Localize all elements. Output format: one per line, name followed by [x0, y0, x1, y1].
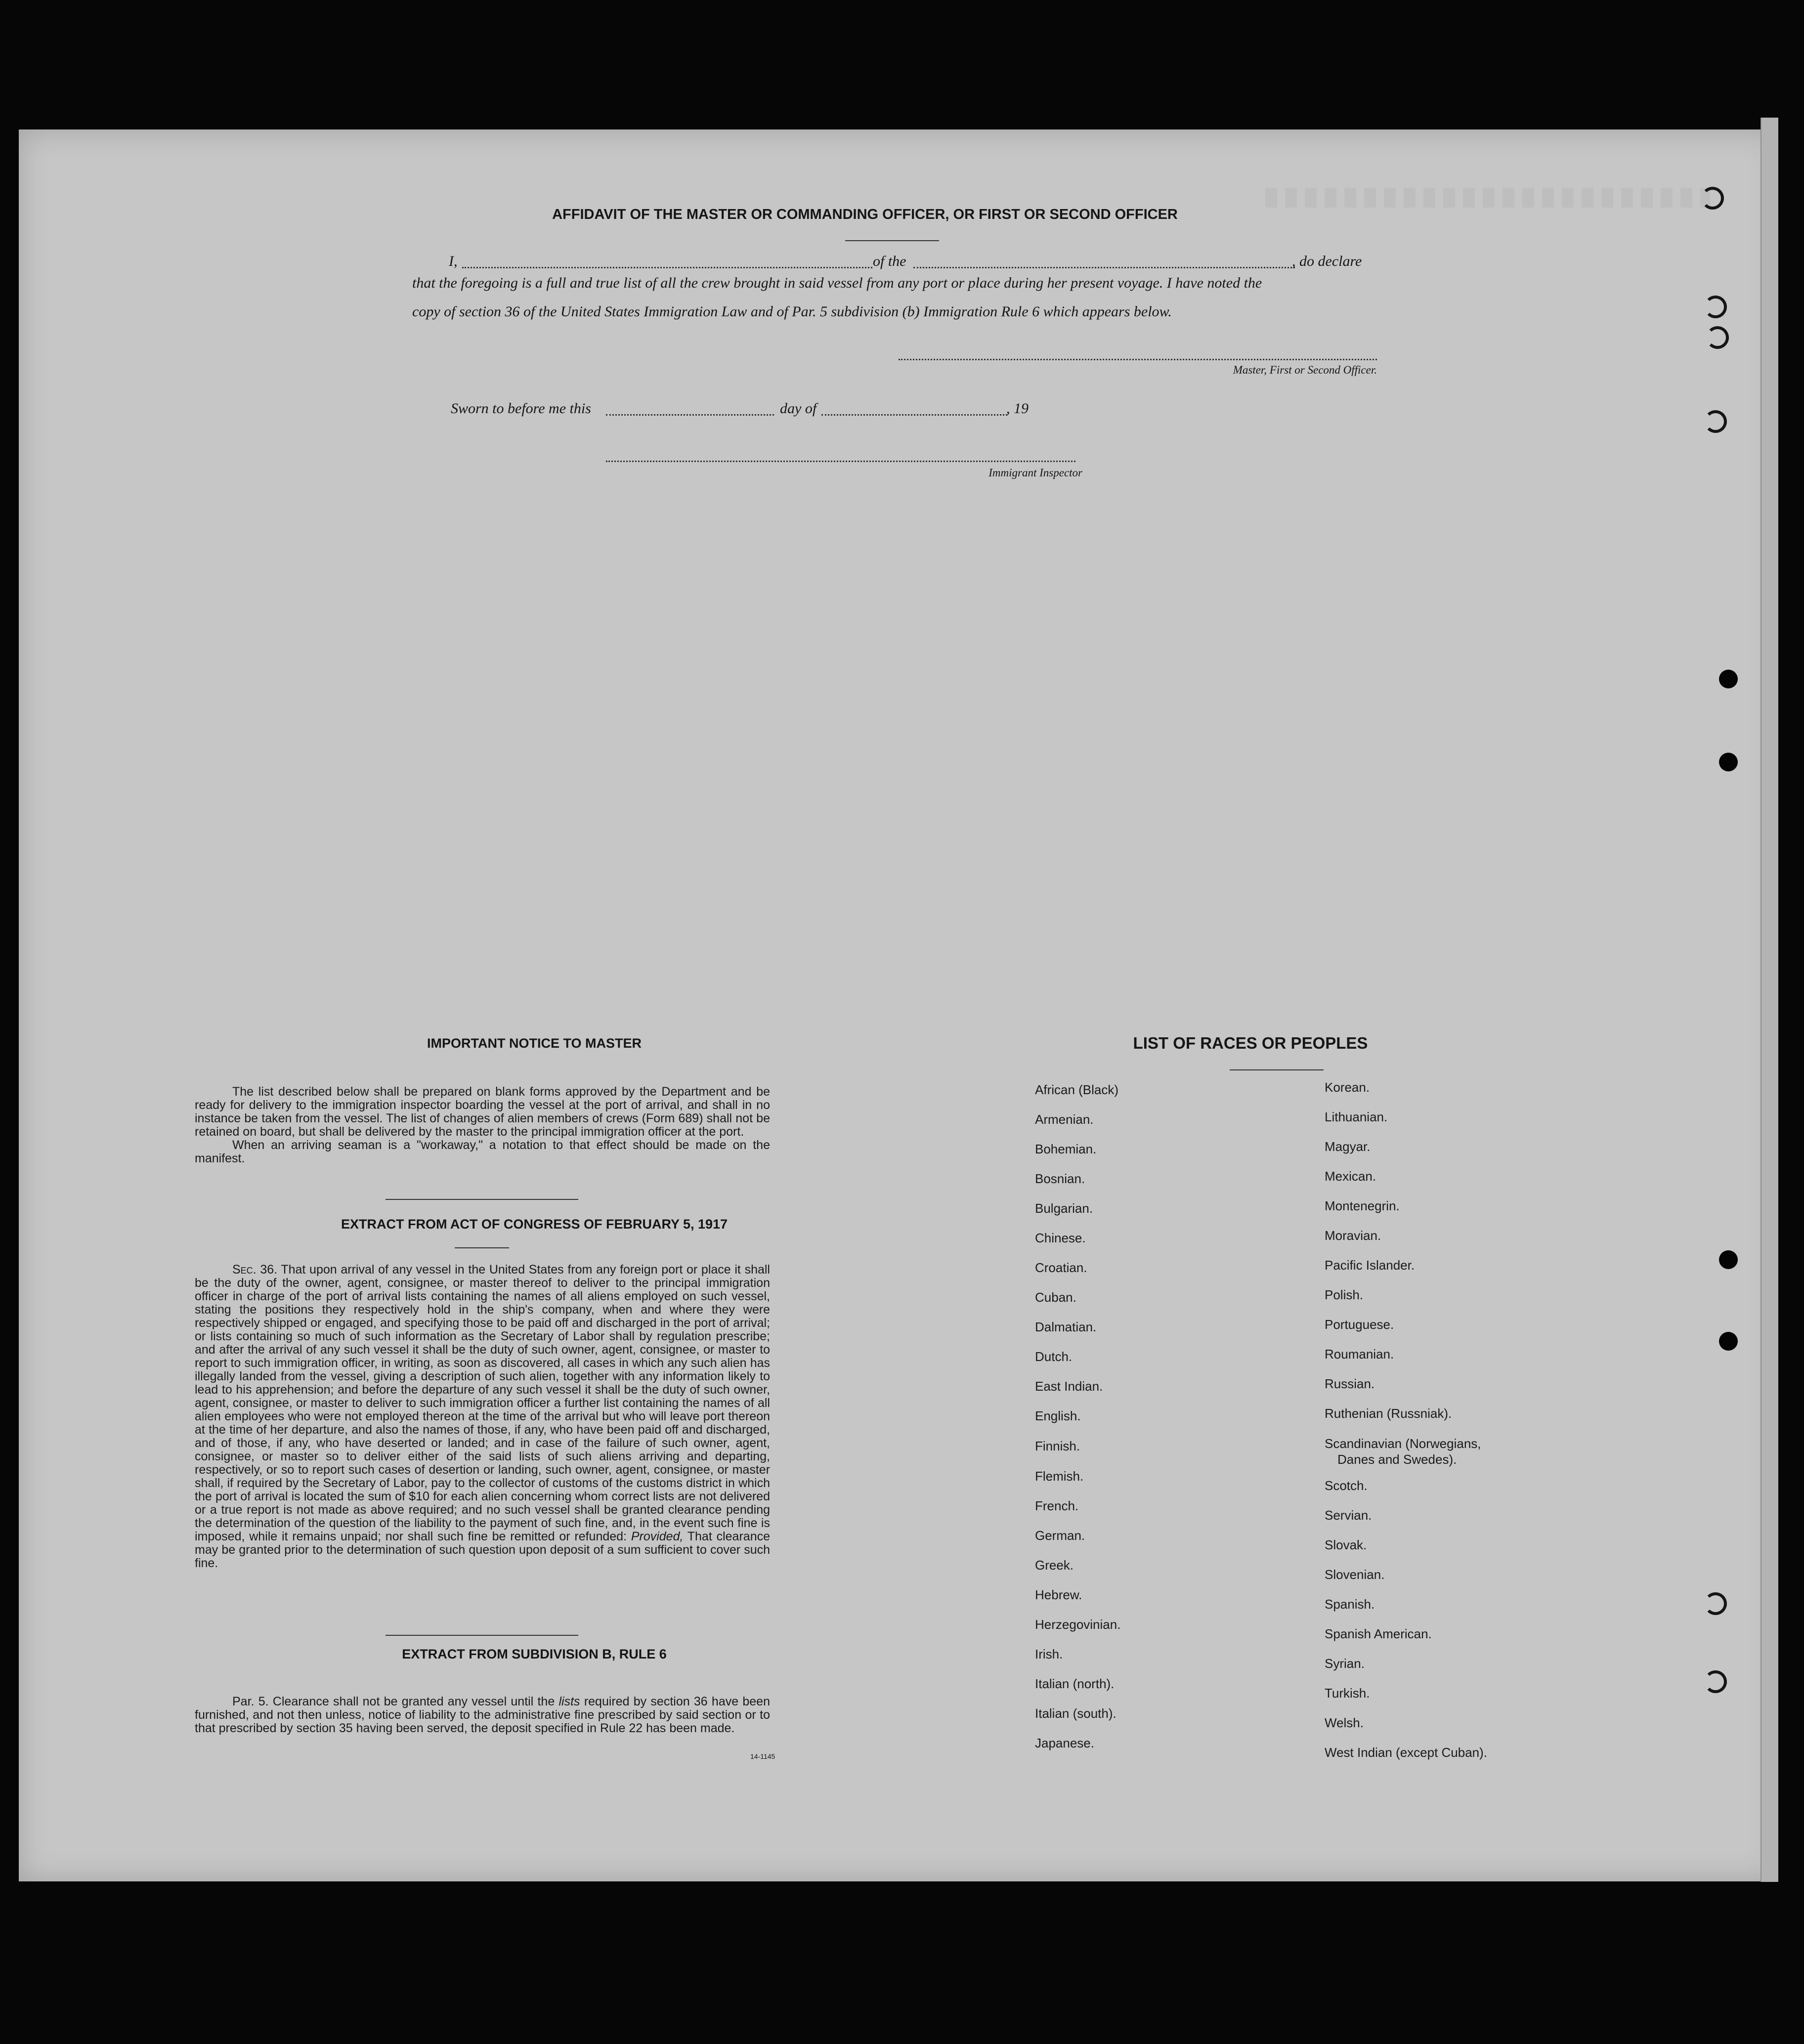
day-of: day of	[780, 400, 817, 417]
races-title: LIST OF RACES OR PEOPLES	[1133, 1034, 1368, 1052]
notice-body	[195, 1085, 770, 1165]
race-item: Herzegovinian.	[1035, 1617, 1121, 1632]
affidavit-body-line2: copy of section 36 of the United States Immigration Law and of Par. 5 subdivision (b) Immigration Rule 6 which appears below.	[412, 303, 1172, 320]
punch-hole	[1701, 187, 1724, 210]
rule-text-start: Par. 5. Clearance shall not be granted any vessel until the	[232, 1695, 555, 1708]
races-column-2	[1325, 1072, 1487, 1767]
lists-word: lists	[558, 1695, 580, 1708]
document-page	[19, 129, 1778, 1881]
rule-body	[195, 1695, 770, 1735]
race-item: Armenian.	[1035, 1112, 1094, 1127]
race-item: Flemish.	[1035, 1469, 1084, 1484]
race-item: Hebrew.	[1035, 1587, 1082, 1602]
race-item: Polish.	[1325, 1287, 1364, 1302]
affidavit-body-line1: that the foregoing is a full and true list of all the crew brought in said vessel from any port or place during her present voyage. I have noted the	[412, 275, 1262, 291]
race-item: Servian.	[1325, 1508, 1372, 1523]
act-tail: That clearance may be granted prior to the determination of such question upon deposit of a sum sufficient to cover such fine.	[195, 1530, 770, 1570]
act-body	[195, 1263, 770, 1570]
page-edge	[1761, 118, 1778, 1882]
race-item: Italian (south).	[1035, 1706, 1117, 1721]
race-item: German.	[1035, 1528, 1085, 1543]
race-item: Welsh.	[1325, 1715, 1364, 1730]
punch-hole	[1704, 410, 1727, 433]
race-item: Bohemian.	[1035, 1142, 1097, 1156]
race-item: Irish.	[1035, 1647, 1063, 1661]
title-rule	[845, 240, 939, 241]
race-item: Moravian.	[1325, 1228, 1381, 1243]
race-item: Russian.	[1325, 1376, 1375, 1391]
year-label: , 19	[1006, 400, 1029, 417]
sworn-month-blank	[821, 414, 1007, 416]
race-item: Italian (north).	[1035, 1676, 1115, 1691]
race-item: Greek.	[1035, 1558, 1074, 1573]
race-item: Dalmatian.	[1035, 1320, 1097, 1334]
race-item: Mexican.	[1325, 1169, 1376, 1184]
race-item: English.	[1035, 1408, 1081, 1423]
master-caption: Master, First or Second Officer.	[1233, 364, 1377, 376]
punch-hole	[1719, 753, 1738, 771]
race-item: West Indian (except Cuban).	[1325, 1745, 1488, 1760]
race-item: Pacific Islander.	[1325, 1258, 1415, 1273]
master-signature-line	[899, 359, 1377, 360]
act-text: That upon arrival of any vessel in the United States from any foreign port or place it shall be the duty of the owner, agent, consignee, or master thereof to deliver to the principal immigration officer in charge of the port of arrival lists containing the names of all aliens employed on such vessel, stating the positions they respectively hold in the ship's company, when and where they were respectively shipped or engaged, and specifying those to be paid off and discharged in the port of arrival; or lists containing so much of such information as the Secretary of Labor shall by regulation prescribe; and after the arrival of any such vessel it shall be the duty of such owner, agent, consignee, or master to report to such immigration officer, in writing, as soon as discovered, all cases in which any such alien has illegally landed from the vessel, giving a description of such alien, together with any information likely to lead to his apprehension; and before the departure of any such vessel it shall be the duty of such owner, agent, consignee, or master to deliver to such immigration officer a further list containing the names of all alien employees who were not employed thereon at the time of the arrival but who will leave port thereon at the time of her departure, and also the names of those, if any, who have been paid off and discharged, and of those, if any, who have deserted or landed; and in case of the failure of such owner, agent, consignee, or master so to deliver either of the said lists of such aliens arriving and departing, respectively, or so to report such cases of desertion or landing, such owner, agent, consignee, or master shall, if required by the Secretary of Labor, pay to the collector of customs of the customs district in which the port of arrival is located the sum of $10 for each alien concerning whom correct lists are not delivered or a true report is not made as above required; and no such vessel shall be granted clearance pending the determination of the question of the liability to the payment of such fine, and, in the event such fine is imposed, while it remains unpaid; nor shall such fine be remitted or refunded:	[195, 1263, 770, 1543]
sec-label: Sec. 36.	[232, 1263, 278, 1277]
race-item: Dutch.	[1035, 1349, 1073, 1364]
sworn-day-blank	[606, 414, 774, 416]
race-item: Ruthenian (Russniak).	[1325, 1406, 1452, 1421]
race-item: Chinese.	[1035, 1231, 1086, 1245]
punch-hole	[1719, 670, 1738, 688]
race-item: Lithuanian.	[1325, 1109, 1388, 1124]
race-item: Spanish American.	[1325, 1626, 1432, 1641]
declare-i: I,	[449, 253, 458, 269]
race-item: East Indian.	[1035, 1379, 1103, 1394]
punch-hole	[1719, 1250, 1738, 1269]
section-rule	[386, 1635, 578, 1636]
notice-paragraph-1: The list described below shall be prepared on blank forms approved by the Department and be ready for delivery to the immigration inspector boarding the vessel at the port of arrival, and shall in no instance be taken from the vessel. The list of changes of alien members of crews (Form 689) shall not be retained on board, but shall be delivered by the master to the principal immigration officer at the port.	[195, 1085, 770, 1139]
section-rule	[386, 1199, 578, 1200]
race-item: Danes and Swedes).	[1337, 1452, 1457, 1467]
punch-hole	[1706, 326, 1729, 349]
race-item: Scotch.	[1325, 1478, 1368, 1493]
race-item: Roumanian.	[1325, 1347, 1394, 1362]
show-through-text	[1265, 188, 1710, 208]
race-item: Korean.	[1325, 1080, 1370, 1095]
race-item: French.	[1035, 1498, 1079, 1513]
race-item: Japanese.	[1035, 1736, 1094, 1750]
races-column-1	[1035, 1075, 1120, 1758]
punch-hole	[1704, 1592, 1727, 1615]
provided-word: Provided,	[631, 1530, 684, 1543]
name-blank	[462, 267, 872, 268]
punch-hole	[1704, 1670, 1727, 1693]
sworn-text: Sworn to before me this	[451, 400, 591, 417]
race-item: Slovenian.	[1325, 1567, 1385, 1582]
race-item: Montenegrin.	[1325, 1198, 1400, 1213]
notice-paragraph-2: When an arriving seaman is a "workaway," a notation to that effect should be made on the manifest.	[195, 1138, 770, 1165]
inspector-signature-line	[606, 461, 1075, 462]
rule-text-end: required by section 36 have been furnished, and not then unless, notice of liability to the administrative fine prescribed by said section or to that prescribed by section 35 having been served, the deposit specified in Rule 22 has been made.	[195, 1695, 770, 1735]
affidavit-title: AFFIDAVIT OF THE MASTER OR COMMANDING OFFICER, OR FIRST OR SECOND OFFICER	[552, 207, 1178, 222]
race-item: Slovak.	[1325, 1537, 1367, 1552]
race-item: Magyar.	[1325, 1139, 1371, 1154]
race-item: Croatian.	[1035, 1260, 1087, 1275]
race-item: Portuguese.	[1325, 1317, 1394, 1332]
declare-of-the: of the	[873, 253, 906, 269]
race-item: Cuban.	[1035, 1290, 1076, 1305]
punch-hole	[1719, 1332, 1738, 1351]
race-item: Scandinavian (Norwegians,	[1325, 1436, 1481, 1451]
races-title-rule	[1230, 1069, 1324, 1070]
inspector-caption: Immigrant Inspector	[988, 467, 1082, 479]
vessel-blank	[913, 267, 1295, 268]
notice-title: IMPORTANT NOTICE TO MASTER	[427, 1036, 642, 1051]
race-item: Turkish.	[1325, 1686, 1370, 1701]
race-item: Bosnian.	[1035, 1171, 1085, 1186]
act-title: EXTRACT FROM ACT OF CONGRESS OF FEBRUARY 5, 1917	[341, 1217, 728, 1232]
act-title-rule	[455, 1247, 509, 1248]
race-item: Spanish.	[1325, 1597, 1375, 1612]
rule-title: EXTRACT FROM SUBDIVISION B, RULE 6	[402, 1647, 667, 1661]
declare-end: , do declare	[1292, 253, 1362, 269]
form-number: 14-1145	[750, 1752, 775, 1760]
race-item: African (Black)	[1035, 1082, 1119, 1097]
race-item: Syrian.	[1325, 1656, 1365, 1671]
punch-hole	[1704, 296, 1727, 318]
race-item: Finnish.	[1035, 1439, 1080, 1453]
race-item: Bulgarian.	[1035, 1201, 1093, 1216]
